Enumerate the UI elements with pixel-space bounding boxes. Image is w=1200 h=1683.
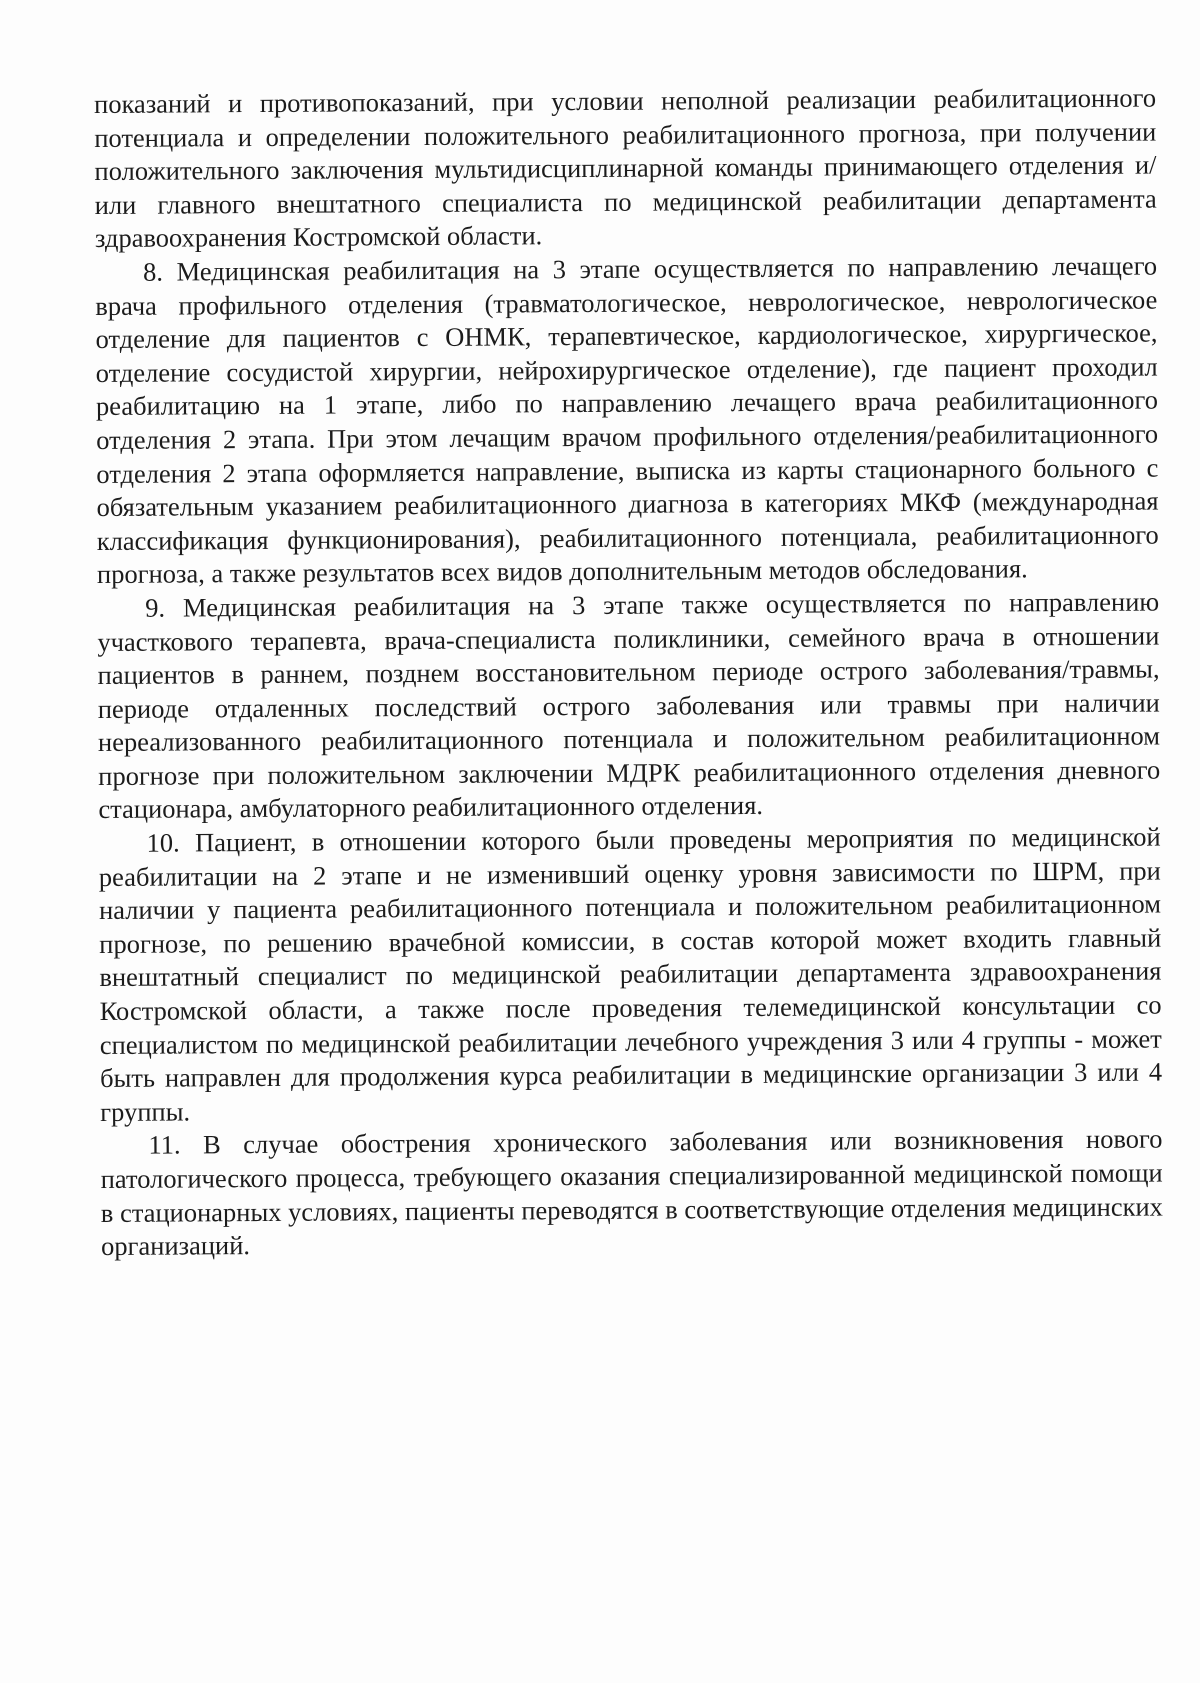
paragraph-item-9: 9. Медицинская реабилитация на 3 этапе также осуществляется по направлению участкового терапевта, врача-специалиста поликлиники, семейного врача в отношении пациентов в раннем, позднем восстановительном периоде острого заболевания/травмы, периоде отдаленных последствий острого заболевания или травмы при наличии нереализованного реабилитационного потенциала и положительном реабилитационном прогнозе при положительном заключении МДРК реабилитационного отделения дневного стационара, амбулаторного реабилитационного отделения. bbox=[97, 586, 1161, 825]
paragraph-item-10: 10. Пациент, в отношении которого были проведены мероприятия по медицинской реабилитации на 2 этапе и не изменивший оценку уровня зависимости по ШРМ, при наличии у пациента реабилитационного потенциала и положительном реабилитационном прогнозе, по решению врачебной комиссии, в состав которой может входить главный внештатный специалист по медицинской реабилитации департамента здравоохранения Костромской области, а также после проведения телемедицинской консультации со специалистом по медицинской реабилитации лечебного учреждения 3 или 4 группы - может быть направлен для продолжения курса реабилитации в медицинские организации 3 или 4 группы. bbox=[98, 821, 1163, 1127]
paragraph-item-8: 8. Медицинская реабилитация на 3 этапе осуществляется по направлению лечащего врача профильного отделения (травматологическое, неврологическое, неврологическое отделение для пациентов с ОНМК, терапевтическое, кардиологическое, хирургическое, отделение сосудистой хирургии, нейрохирургическое отделение), где пациент проходил реабилитацию на 1 этапе, либо по направлению лечащего врача реабилитационного отделения 2 этапа. При этом лечащим врачом профильного отделения/реабилитационного отделения 2 этапа оформляется направление, выписка из карты стационарного больного с обязательным указанием реабилитационного диагноза в категориях МКФ (международная классификация функционирования), реабилитационного потенциала, реабилитационного прогноза, а также результатов всех видов дополнительным методов обследования. bbox=[95, 250, 1159, 590]
paragraph-continuation: показаний и противопоказаний, при условии неполной реализации реабилитационного потенциала и определении положительного реабилитационного прогноза, при получении положительного заключения мультидисциплинарной команды принимающего отделения и/или главного внештатного специалиста по медицинской реабилитации департамента здравоохранения Костромской области. bbox=[94, 82, 1157, 254]
paragraph-item-11: 11. В случае обострения хронического заболевания или возникновения нового патологического процесса, требующего оказания специализированной медицинской помощи в стационарных условиях, пациенты переводятся в соответствующие отделения медицинских организаций. bbox=[100, 1123, 1163, 1262]
document-body bbox=[94, 82, 1163, 1264]
